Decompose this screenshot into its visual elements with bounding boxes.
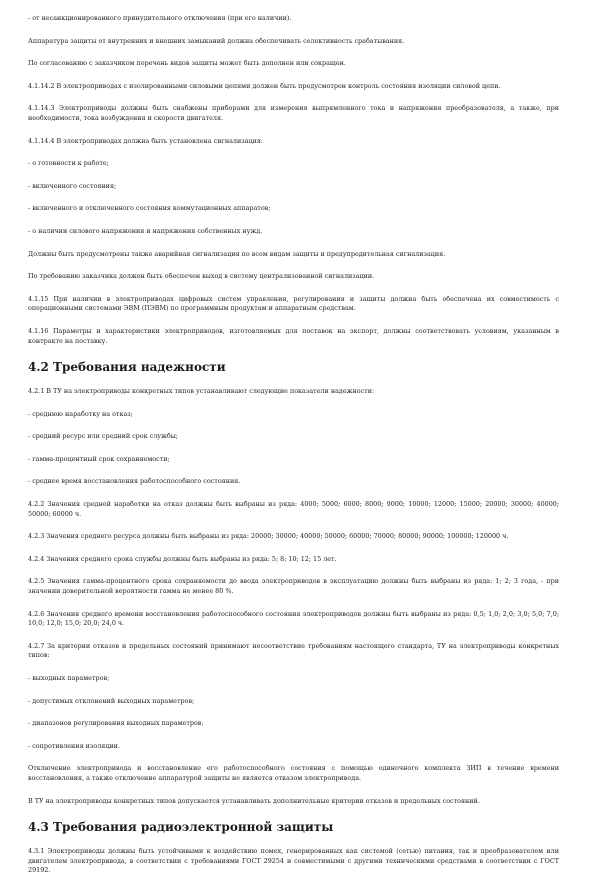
paragraph: 4.1.15 При наличии в электроприводах цифровых систем управления, регулирования и защиты должна быть обеспечена их совместимость с операционными системами ЭВМ (ПЭВМ) по программным продуктам и аппаратным средствам.	[28, 294, 559, 313]
paragraph: По требованию заказчика должен быть обеспечен выход в систему централизованной сигнализации.	[28, 272, 375, 281]
paragraph: 4.1.14.3 Электроприводы должны быть снабжены приборами для измерения выпрямленного тока и напряжения преобразователя, а также, при необходимости, тока возбуждения и скорости двигателя.	[28, 104, 559, 122]
list-item: - гамма-процентный срок сохраняемости;	[28, 454, 170, 463]
list-item: - среднюю наработку на отказ;	[28, 409, 133, 418]
paragraph: В ТУ на электроприводы конкретных типов допускается устанавливать дополнительные критерии отказов и предельных состояний.	[28, 796, 480, 805]
paragraph: 4.2.5 Значения гамма-процентного срока сохраняемости до ввода электроприводов в эксплуатацию должны быть выбраны из ряда: 1; 2; 3 года, - при значении доверительной вероятности гамма не менее 80 %.	[28, 577, 559, 596]
list-item: - включенного состояния;	[28, 181, 117, 190]
list-item: - диапазонов регулирования выходных параметров;	[28, 719, 204, 728]
paragraph: Аппаратура защиты от внутренних и внешних замыканий должна обеспечивать селективность срабатывания.	[28, 36, 405, 45]
list-item: - среднее время восстановления работоспособного состояния.	[28, 477, 241, 486]
paragraph: 4.1.16 Параметры и характеристики электроприводов, изготовляемых для поставок на экспорт, должны соответствовать условиям, указанным в контракте на поставку.	[28, 326, 559, 345]
paragraph: Отключение электропривода и восстановление его работоспособного состояния с помощью одиночного комплекта ЗИП в течение времени восстановления, а также отключение аппаратурой защиты не является отказом электропривода.	[28, 764, 559, 782]
section-heading-radio-protection: 4.3 Требования радиоэлектронной защиты	[28, 820, 334, 835]
paragraph: 4.2.2 Значения средней наработки на отказ должны быть выбраны из ряда: 4000; 5000; 6000; 8000; 9000; 10000; 12000; 15000; 20000; 30000; 40000; 50000; 60000 ч.	[28, 500, 559, 518]
paragraph: 4.2.7 За критерии отказов и предельных состояний принимают несоответствие требованиям настоящего стандарта, ТУ на электроприводы конкретных типов:	[28, 641, 559, 660]
paragraph: По согласованию с заказчиком перечень видов защиты может быть дополнен или сокращен.	[28, 59, 346, 68]
section-heading-reliability: 4.2 Требования надежности	[28, 360, 226, 375]
list-item: - средний ресурс или средний срок службы;	[28, 432, 179, 441]
list-item: - сопротивления изоляции.	[28, 741, 120, 750]
list-item: - допустимых отклонений выходных параметров;	[28, 696, 195, 705]
paragraph: 4.1.14.2 В электроприводах с изолированными силовыми цепями должен быть предусмотрен контроль состояния изоляции силовой цепи.	[28, 81, 501, 90]
paragraph: 4.3.1 Электроприводы должны быть устойчивыми к воздействию помех, генерированных как системой (сетью) питания, так и преобразователем или двигателем электропривода, в соответствии с требованиями ГОСТ 29254 и совместимыми с другими техническими средствами в соответствии с ГОСТ 29192.	[28, 847, 559, 875]
list-item: - о готовности к работе;	[28, 159, 109, 168]
paragraph: 4.2.3 Значения среднего ресурса должны быть выбраны из ряда: 20000; 30000; 40000; 50000; 60000; 70000; 80000; 90000; 100000; 120000 ч.	[28, 532, 509, 541]
list-item: - выходных параметров;	[28, 674, 110, 682]
paragraph: 4.2.4 Значения среднего срока службы должны быть выбраны из ряда: 5; 8; 10; 12; 15 лет.	[28, 554, 337, 563]
paragraph: 4.1.14.4 В электроприводах должна быть установлена сигнализация:	[28, 136, 264, 145]
list-item: - о наличии силового напряжения и напряжения собственных нужд.	[28, 226, 263, 235]
paragraph: Должны быть предусмотрены также аварийная сигнализация по всем видам защиты и предупредительная сигнализация.	[28, 249, 446, 258]
paragraph: 4.2.1 В ТУ на электроприводы конкретных типов устанавливают следующие показатели надежности:	[28, 387, 375, 396]
list-item: - включенного и отключенного состояния коммутационных аппаратов;	[28, 204, 271, 213]
paragraph: 4.2.6 Значения среднего времени восстановления работоспособного состояния электроприводов должны быть выбраны из ряда: 0,5; 1,0; 2,0; 3,0; 5,0; 7,0; 10,0; 12,0; 15,0; 20,0; 24,0 ч.	[28, 609, 559, 628]
list-item: - от несанкционированного принудительного отключения (при его наличии).	[28, 14, 292, 22]
